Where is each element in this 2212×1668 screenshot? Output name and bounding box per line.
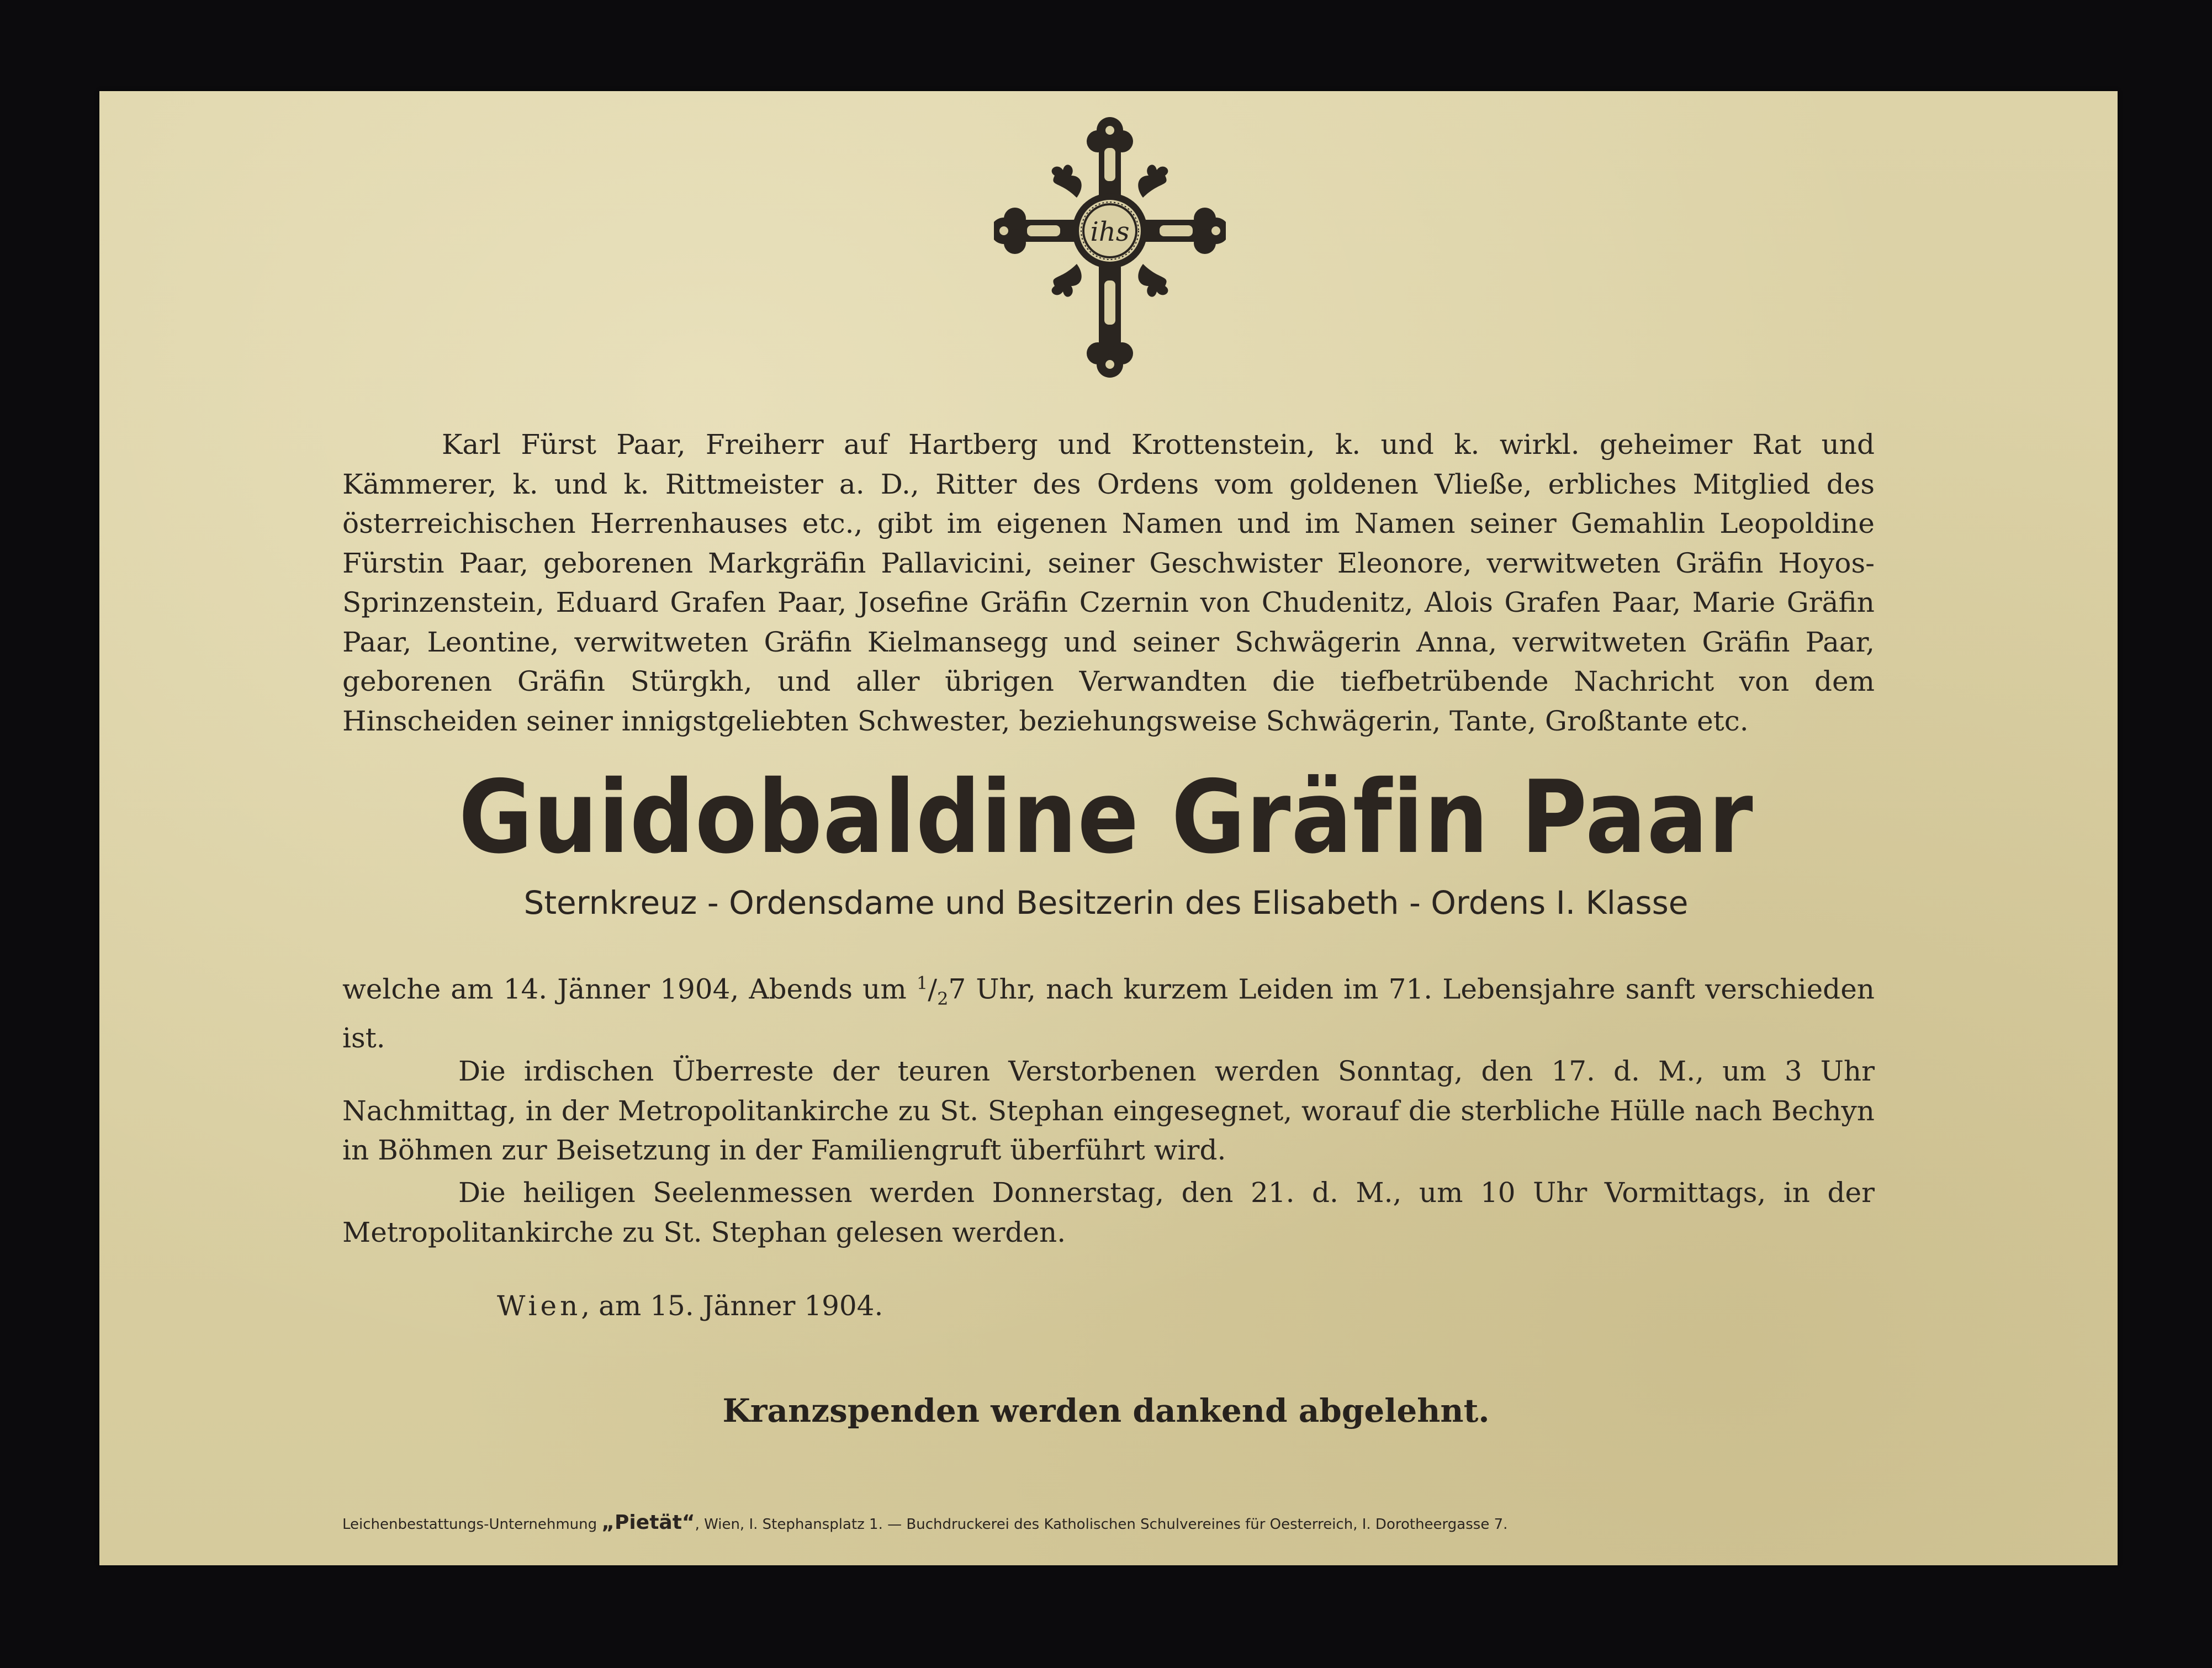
deceased-title: Sternkreuz - Ordensdame und Besitzerin des Elisabeth - Ordens I. Klasse [523,884,1689,922]
wreath-notice: Kranzspenden werden dankend abgelehnt. [722,1392,1490,1429]
place-label: Wien [497,1290,581,1322]
place-date-line [497,1286,883,1326]
intro-paragraph: Karl Fürst Paar, Freiherr auf Hartberg und Krottenstein, k. und k. wirkl. geheimer Rat und Kämmerer, k. und k. Rittmeister a. D., Ritter des Ordens vom goldenen Vließe, erbliches Mitglied des österreichischen Herrenhauses etc., gibt im eigenen Namen und im Namen seiner Gemahlin Leopoldine Fürstin Paar, geborenen Markgräfin Pallavicini, seiner Geschwister Eleonore, verwitweten Gräfin Hoyos-Sprinzenstein, Eduard Grafen Paar, Josefine Gräfin Czernin von Chudenitz, Alois Grafen Paar, Marie Gräfin Paar, Leontine, verwitweten Gräfin Kielmansegg und seiner Schwägerin Anna, verwitweten Gräfin Paar, geborenen Gräfin Stürgkh, und aller übrigen Verwandten die tiefbetrübende Nachricht von dem Hinscheiden seiner innigstgeliebten Schwester, beziehungsweise Schwägerin, Tante, Großtante etc. [342,428,1875,737]
footer-brand: „Pietät“ [601,1511,695,1534]
masses-paragraph: Die heiligen Seelenmessen werden Donnerstag, den 21. d. M., um 10 Uhr Vormittags, in der Metropolitankirche zu St. Stephan gelesen werden. [342,1177,1875,1248]
footer-prefix: Leichenbestattungs-Unternehmung [342,1516,602,1533]
deceased-name: Guidobaldine Gräfin Paar [458,759,1754,876]
printer-footer [342,1512,1877,1535]
ornamental-cross-icon [994,115,1226,380]
death-text-before: welche am 14. Jänner 1904, Abends um [342,973,917,1005]
date-text: , am 15. Jänner 1904. [581,1290,883,1322]
fraction-numerator: 1 [916,972,928,993]
footer-suffix: , Wien, I. Stephansplatz 1. — Buchdruckerei des Katholischen Schulvereines für Oesterreich, I. Dorotheergasse 7. [695,1516,1508,1533]
cross-monogram: ihs [1090,216,1130,247]
death-paragraph [342,963,1875,1058]
death-text-after: 7 Uhr, nach kurzem Leiden im 71. Lebensjahre sanft verschieden ist. [342,973,1875,1055]
funeral-paragraph: Die irdischen Überreste der teuren Verstorbenen werden Sonntag, den 17. d. M., um 3 Uhr Nachmittag, in der Metropolitankirche zu St. Stephan eingesegnet, worauf die sterbliche Hülle nach Bechyn in Böhmen zur Beisetzung in der Familiengruft überführt wird. [342,1055,1875,1166]
fraction-denominator: 2 [937,988,949,1009]
time-fraction: $^1/_2$ [916,972,949,1009]
